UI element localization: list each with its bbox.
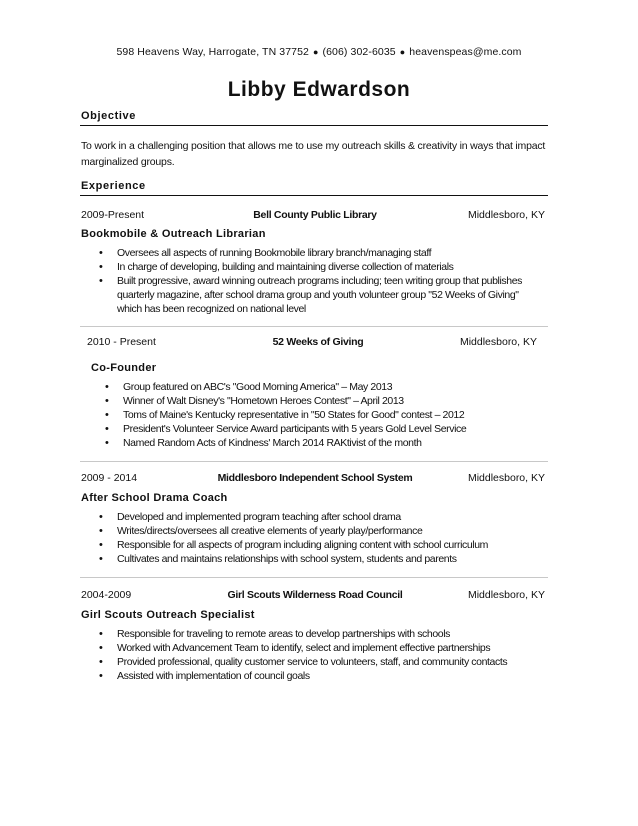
duty-item: • Built progressive, award winning outreach programs including; teen writing group that publishes quarterly magazine, after school drama group and youth volunteer group "52 Weeks of Giving" which has been recognized on national level — [81, 274, 549, 316]
job-role: Bookmobile & Outreach Librarian — [81, 228, 266, 240]
objective-text: To work in a challenging position that allows me to use my outreach skills & creativity in ways that impact marginalized groups. — [81, 140, 546, 168]
job-organization: Bell County Public Library — [253, 209, 377, 221]
job-role: After School Drama Coach — [81, 492, 228, 504]
job-location: Middlesboro, KY — [467, 589, 545, 601]
duty-item: • Cultivates and maintains relationships with school system, students and parents — [81, 552, 549, 566]
job-location: Middlesboro, KY — [459, 336, 537, 348]
job-date: 2004-2009 — [81, 589, 132, 601]
job-organization: Girl Scouts Wilderness Road Council — [227, 589, 403, 601]
job-organization: 52 Weeks of Giving — [272, 336, 364, 348]
duty-item: • Group featured on ABC's "Good Morning America" – May 2013 — [87, 380, 549, 394]
candidate-name: Libby Edwardson — [227, 78, 411, 101]
duty-item: • Oversees all aspects of running Bookmobile library branch/managing staff — [81, 246, 549, 260]
job-date: 2010 - Present — [87, 336, 156, 348]
job-date: 2009 - 2014 — [81, 472, 138, 484]
duty-item: • Assisted with implementation of council goals — [81, 669, 549, 683]
job-duties — [81, 246, 549, 316]
duty-item: • Provided professional, quality customer service to volunteers, staff, and community contacts — [81, 655, 549, 669]
duty-item: • Developed and implemented program teaching after school drama — [81, 510, 549, 524]
duty-item: • Responsible for traveling to remote areas to develop partnerships with schools — [81, 627, 549, 641]
job-organization: Middlesboro Independent School System — [217, 472, 413, 484]
job-entry — [81, 472, 549, 566]
job-entry — [81, 209, 549, 316]
job-location: Middlesboro, KY — [467, 472, 545, 484]
contact-address: 598 Heavens Way, Harrogate, TN 37752 — [116, 46, 309, 58]
job-role: Co-Founder — [91, 362, 157, 374]
duty-item: • Writes/directs/oversees all creative elements of yearly play/performance — [81, 524, 549, 538]
contact-line — [0, 46, 638, 58]
job-duties — [81, 627, 549, 683]
duty-item: • Named Random Acts of Kindness' March 2014 RAKtivist of the month — [87, 436, 549, 450]
job-divider — [80, 577, 548, 578]
duty-item: • Winner of Walt Disney's "Hometown Heroes Contest" – April 2013 — [87, 394, 549, 408]
bullet-separator-icon: ● — [399, 47, 406, 57]
job-date: 2009-Present — [81, 209, 145, 221]
job-divider — [80, 326, 548, 327]
duty-item: • Responsible for all aspects of program including aligning content with school curriculum — [81, 538, 549, 552]
contact-email[interactable]: heavenspeas@me.com — [409, 46, 522, 58]
job-divider — [80, 461, 548, 462]
duty-item: • In charge of developing, building and maintaining diverse collection of materials — [81, 260, 549, 274]
job-entry — [81, 589, 549, 683]
job-duties — [81, 510, 549, 566]
duty-item: • President's Volunteer Service Award participants with 5 years Gold Level Service — [87, 422, 549, 436]
job-location: Middlesboro, KY — [467, 209, 545, 221]
job-entry — [81, 336, 549, 450]
objective-heading: Objective — [81, 110, 136, 122]
section-divider — [80, 125, 548, 126]
duty-item: • Worked with Advancement Team to identify, select and implement effective partnerships — [81, 641, 549, 655]
contact-phone: (606) 302-6035 — [322, 46, 396, 58]
bullet-separator-icon: ● — [312, 47, 319, 57]
job-duties — [87, 380, 549, 450]
job-role: Girl Scouts Outreach Specialist — [81, 609, 255, 621]
duty-item: • Toms of Maine's Kentucky representative in "50 States for Good" contest – 2012 — [87, 408, 549, 422]
section-divider — [80, 195, 548, 196]
experience-heading: Experience — [81, 180, 146, 192]
